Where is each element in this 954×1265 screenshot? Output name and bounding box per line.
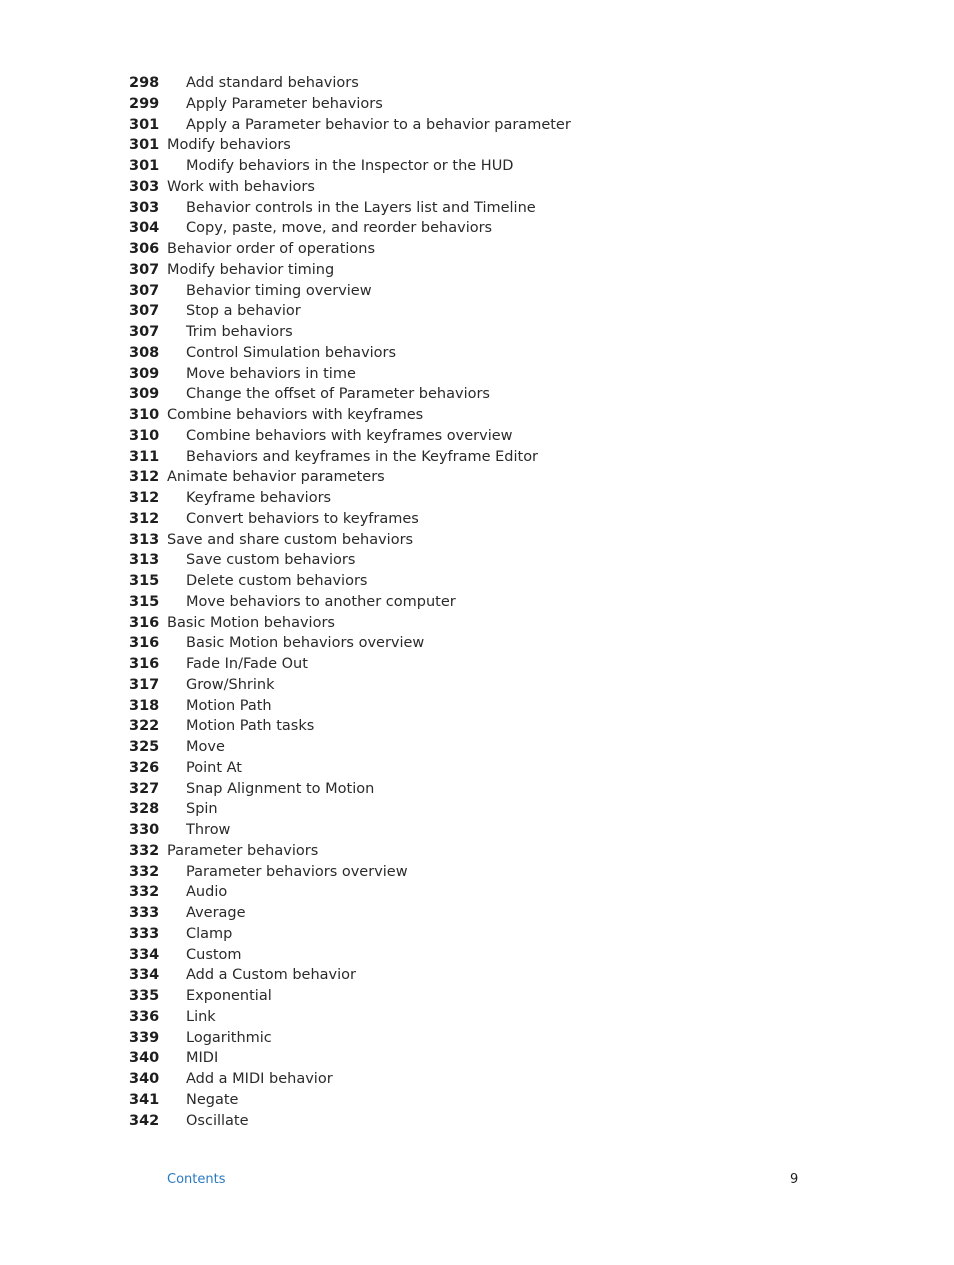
toc-page-number: 316 [129, 656, 160, 672]
toc-page-number: 322 [129, 718, 160, 735]
toc-title: Animate behavior parameters [167, 469, 385, 486]
toc-page-number: 298 [129, 75, 160, 91]
toc-entry[interactable] [129, 613, 829, 634]
toc-page-number: 340 [129, 1071, 160, 1087]
toc-entry[interactable] [129, 384, 829, 405]
toc-entry[interactable] [129, 1007, 829, 1028]
toc-entry[interactable] [129, 94, 829, 115]
toc-title: Save and share custom behaviors [167, 531, 414, 548]
toc-entry[interactable] [129, 177, 829, 198]
toc-entry[interactable] [129, 364, 829, 385]
toc-page-number: 316 [129, 614, 160, 631]
toc-page-number: 341 [129, 1091, 160, 1108]
toc-page-number: 303 [129, 199, 160, 216]
toc-page-number: 312 [129, 490, 160, 506]
toc-title: Stop a behavior [186, 303, 301, 320]
toc-entry[interactable] [129, 654, 829, 675]
toc-entry[interactable] [129, 737, 829, 758]
toc-entry[interactable] [129, 592, 829, 613]
toc-title: Modify behaviors in the Inspector or the HUD [186, 158, 514, 174]
toc-entry[interactable] [129, 965, 829, 986]
toc-title: Grow/Shrink [186, 676, 275, 693]
toc-entry[interactable] [129, 1048, 829, 1069]
page-number: 9 [790, 1172, 799, 1187]
toc-entry[interactable] [129, 675, 829, 696]
toc-page-number: 307 [129, 324, 160, 340]
toc-title: Copy, paste, move, and reorder behaviors [186, 220, 493, 237]
toc-title: Basic Motion behaviors overview [186, 635, 425, 652]
toc-page-number: 309 [129, 386, 160, 403]
toc-page-number: 332 [129, 842, 160, 859]
toc-page-number: 315 [129, 573, 160, 589]
toc-title: Parameter behaviors [167, 842, 319, 859]
toc-title: Delete custom behaviors [186, 573, 368, 589]
toc-title: Combine behaviors with keyframes [167, 407, 424, 423]
toc-page-number: 327 [129, 780, 160, 797]
toc-title: Move behaviors to another computer [186, 593, 456, 610]
toc-page-number: 303 [129, 178, 160, 195]
toc-page-number: 310 [129, 427, 160, 444]
toc-page-number: 336 [129, 1008, 160, 1025]
toc-title: Behavior controls in the Layers list and Timeline [186, 199, 536, 216]
toc-entry[interactable] [129, 281, 829, 302]
toc-entry[interactable] [129, 758, 829, 779]
toc-page-number: 313 [129, 531, 160, 548]
toc-page-number: 312 [129, 469, 160, 486]
toc-entry[interactable] [129, 343, 829, 364]
toc-entry[interactable] [129, 571, 829, 592]
toc-entry[interactable] [129, 841, 829, 862]
toc-page-number: 312 [129, 510, 160, 527]
toc-page-number: 334 [129, 967, 160, 984]
toc-title: Modify behaviors [167, 137, 291, 154]
toc-title: Basic Motion behaviors [167, 614, 335, 631]
toc-title: Custom [186, 946, 242, 963]
toc-page-number: 301 [129, 158, 160, 174]
toc-page-number: 318 [129, 697, 160, 714]
toc-page-number: 333 [129, 925, 160, 942]
toc-title: Snap Alignment to Motion [186, 780, 375, 797]
toc-entry[interactable] [129, 198, 829, 219]
toc-entry[interactable] [129, 426, 829, 447]
toc-title: Parameter behaviors overview [186, 863, 408, 880]
toc-entry[interactable] [129, 986, 829, 1007]
toc-entry[interactable] [129, 903, 829, 924]
toc-entry[interactable] [129, 550, 829, 571]
toc-page-number: 304 [129, 220, 160, 237]
toc-title: Add a Custom behavior [186, 967, 356, 984]
toc-entry[interactable] [129, 260, 829, 281]
toc-page-number: 317 [129, 676, 160, 693]
toc-page-number: 339 [129, 1029, 160, 1046]
toc-page-number: 330 [129, 822, 160, 838]
toc-title: Change the offset of Parameter behaviors [186, 386, 490, 403]
toc-title: Convert behaviors to keyframes [186, 510, 419, 527]
toc-page-number: 301 [129, 116, 160, 133]
toc-title: Logarithmic [186, 1029, 272, 1046]
toc-entry[interactable] [129, 467, 829, 488]
toc-entry[interactable] [129, 322, 829, 343]
toc-title: Behavior timing overview [186, 282, 372, 299]
toc-title: Move behaviors in time [186, 365, 356, 382]
toc-page-number: 299 [129, 95, 160, 112]
toc-entry[interactable] [129, 530, 829, 551]
toc-page-number: 342 [129, 1112, 160, 1129]
toc-page-number: 316 [129, 635, 160, 652]
toc-page-number: 301 [129, 137, 160, 154]
toc-page-number: 333 [129, 905, 160, 921]
toc-page-number: 311 [129, 448, 160, 465]
toc-title: Add a MIDI behavior [186, 1071, 333, 1087]
toc-entry[interactable] [129, 405, 829, 426]
toc-entry[interactable] [129, 156, 829, 177]
toc-page-number: 332 [129, 863, 160, 880]
toc-title: Link [186, 1008, 216, 1025]
toc-page-number: 332 [129, 884, 160, 901]
toc-page-number: 307 [129, 303, 160, 320]
toc-entry[interactable] [129, 301, 829, 322]
toc-entry[interactable] [129, 696, 829, 717]
toc-entry[interactable] [129, 115, 829, 136]
toc-title: Oscillate [186, 1112, 249, 1129]
toc-title: Work with behaviors [167, 178, 315, 195]
toc-page-number: 307 [129, 261, 160, 278]
toc-page-number: 335 [129, 988, 160, 1004]
toc-title: Combine behaviors with keyframes overview [186, 427, 513, 444]
toc-entry[interactable] [129, 633, 829, 654]
toc-title: Point At [186, 759, 242, 776]
toc-title: Spin [186, 801, 218, 818]
toc-entry[interactable] [129, 135, 829, 156]
toc-title: Motion Path tasks [186, 718, 315, 735]
toc-title: Add standard behaviors [186, 75, 359, 91]
toc-title: Save custom behaviors [186, 552, 356, 569]
toc-entry[interactable] [129, 1069, 829, 1090]
toc-page-number: 309 [129, 365, 160, 382]
toc-title: Clamp [186, 925, 233, 942]
toc-entry[interactable] [129, 488, 829, 509]
toc-entry[interactable] [129, 239, 829, 260]
toc-title: Trim behaviors [186, 324, 293, 340]
toc-title: Apply a Parameter behavior to a behavior parameter [186, 116, 571, 133]
toc-title: Behaviors and keyframes in the Keyframe Editor [186, 448, 539, 465]
toc-title: Throw [186, 822, 231, 838]
toc-page-number: 315 [129, 593, 160, 610]
toc-page-number: 334 [129, 946, 160, 963]
toc-entry[interactable] [129, 924, 829, 945]
toc-page-number: 313 [129, 552, 160, 569]
toc-entry[interactable] [129, 820, 829, 841]
toc-entry[interactable] [129, 1090, 829, 1111]
toc-page-number: 308 [129, 344, 160, 361]
toc-page-number: 307 [129, 282, 160, 299]
toc-entry[interactable] [129, 509, 829, 530]
toc-title: Exponential [186, 988, 272, 1004]
toc-entry[interactable] [129, 882, 829, 903]
toc-entry[interactable] [129, 799, 829, 820]
toc-title: Audio [186, 884, 228, 901]
toc-page-number: 340 [129, 1050, 160, 1067]
toc-title: Modify behavior timing [167, 261, 335, 278]
toc-entry[interactable] [129, 1111, 829, 1132]
toc-title: Keyframe behaviors [186, 490, 332, 506]
toc-entry[interactable] [129, 1028, 829, 1049]
toc-page-number: 325 [129, 739, 160, 755]
toc-entry[interactable] [129, 945, 829, 966]
toc-title: Fade In/Fade Out [186, 656, 308, 672]
toc-title: Control Simulation behaviors [186, 344, 397, 361]
toc-title: MIDI [186, 1050, 219, 1067]
toc-entry[interactable] [129, 716, 829, 737]
toc-title: Motion Path [186, 697, 272, 714]
toc-title: Behavior order of operations [167, 241, 376, 257]
toc-title: Negate [186, 1091, 239, 1108]
toc-entry[interactable] [129, 779, 829, 800]
toc-entry[interactable] [129, 73, 829, 94]
toc-page-number: 328 [129, 801, 160, 818]
toc-page-number: 306 [129, 241, 160, 257]
contents-link[interactable]: Contents [167, 1172, 226, 1187]
toc-page-number: 326 [129, 759, 160, 776]
toc-entry[interactable] [129, 218, 829, 239]
toc-title: Apply Parameter behaviors [186, 95, 383, 112]
toc-page-number: 310 [129, 407, 160, 423]
toc-entry[interactable] [129, 862, 829, 883]
toc-entry[interactable] [129, 447, 829, 468]
toc-title: Average [186, 905, 246, 921]
table-of-contents [129, 73, 829, 1131]
toc-title: Move [186, 739, 225, 755]
